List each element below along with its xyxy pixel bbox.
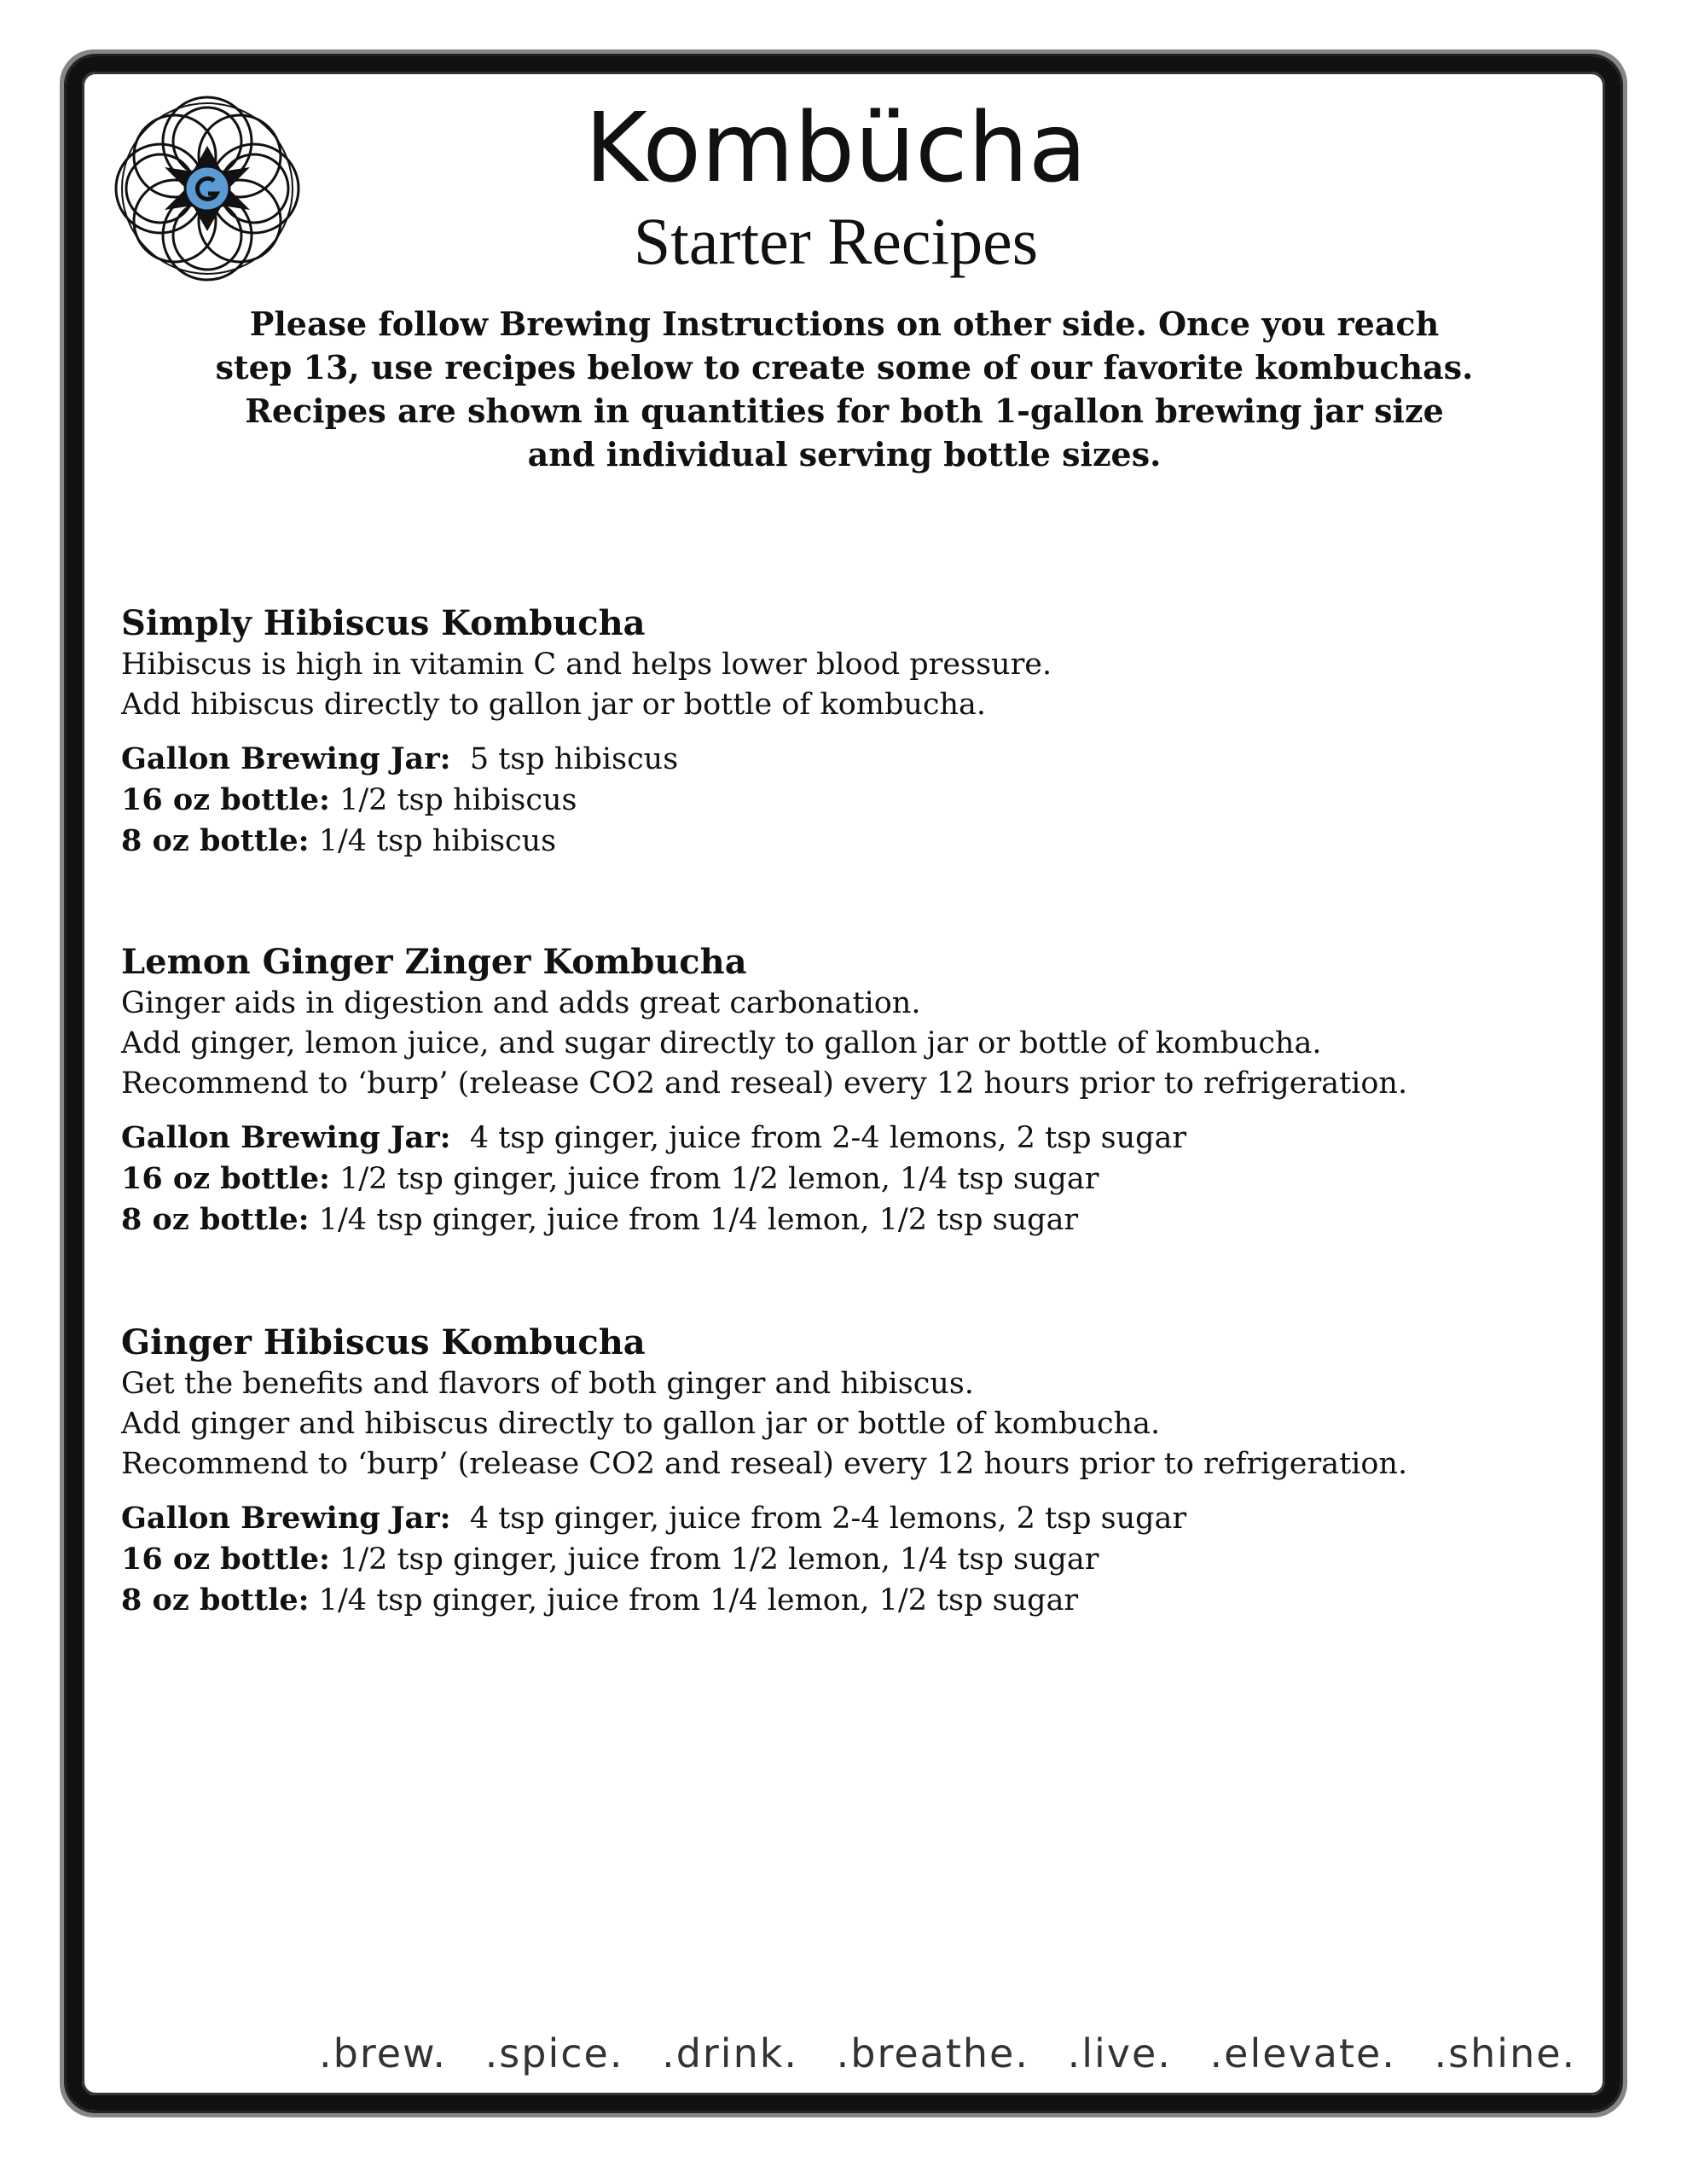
footer-word: .shine. xyxy=(1434,2030,1577,2077)
recipe-description-line: Get the benefits and flavors of both ginger and hibiscus. xyxy=(121,1367,974,1401)
recipe-title: Simply Hibiscus Kombucha xyxy=(121,603,646,643)
footer-word: .spice. xyxy=(484,2030,624,2077)
recipe-description-line: Hibiscus is high in vitamin C and helps lower blood pressure. xyxy=(121,648,1052,682)
quantity-16oz-bottle: 16 oz bottle: 1/2 tsp hibiscus xyxy=(121,782,577,817)
footer-word: .elevate. xyxy=(1209,2030,1396,2077)
recipe-lemon-ginger-zinger xyxy=(121,941,1588,1240)
intro-line: Please follow Brewing Instructions on other side. Once you reach xyxy=(249,305,1440,343)
footer-word: .drink. xyxy=(662,2030,799,2077)
quantity-16oz-bottle: 16 oz bottle: 1/2 tsp ginger, juice from 1/2 lemon, 1/4 tsp sugar xyxy=(121,1542,1099,1577)
quantity-gallon-jar: Gallon Brewing Jar: 5 tsp hibiscus xyxy=(121,741,679,776)
recipe-description-line: Recommend to ‘burp’ (release CO2 and reseal) every 12 hours prior to refrigeration. xyxy=(121,1447,1408,1481)
recipe-ginger-hibiscus xyxy=(121,1321,1588,1621)
quantity-gallon-jar: Gallon Brewing Jar: 4 tsp ginger, juice from 2-4 lemons, 2 tsp sugar xyxy=(121,1120,1187,1155)
footer-tagline xyxy=(307,2030,1577,2077)
spirograph-flower-logo-icon xyxy=(101,82,314,295)
recipe-simply-hibiscus xyxy=(121,602,1588,862)
page-subtitle: Starter Recipes xyxy=(633,204,1039,278)
intro-line: and individual serving bottle sizes. xyxy=(527,435,1162,473)
intro-line: Recipes are shown in quantities for both 1-gallon brewing jar size xyxy=(245,392,1444,430)
page-title: Kombücha xyxy=(584,93,1087,204)
intro-line: step 13, use recipes below to create some of our favorite kombuchas. xyxy=(215,348,1474,386)
footer-word: .brew. xyxy=(319,2030,448,2077)
recipe-title: Ginger Hibiscus Kombucha xyxy=(121,1322,646,1362)
recipe-description-line: Add hibiscus directly to gallon jar or bottle of kombucha. xyxy=(121,688,987,722)
quantity-8oz-bottle: 8 oz bottle: 1/4 tsp hibiscus xyxy=(121,823,557,858)
quantity-16oz-bottle: 16 oz bottle: 1/2 tsp ginger, juice from 1/2 lemon, 1/4 tsp sugar xyxy=(121,1161,1099,1196)
quantity-8oz-bottle: 8 oz bottle: 1/4 tsp ginger, juice from 1/4 lemon, 1/2 tsp sugar xyxy=(121,1583,1079,1618)
recipe-description-line: Add ginger, lemon juice, and sugar directly to gallon jar or bottle of kombucha. xyxy=(121,1026,1322,1060)
recipe-description-line: Recommend to ‘burp’ (release CO2 and reseal) every 12 hours prior to refrigeration. xyxy=(121,1066,1408,1101)
recipe-title: Lemon Ginger Zinger Kombucha xyxy=(121,942,747,982)
quantity-8oz-bottle: 8 oz bottle: 1/4 tsp ginger, juice from 1/4 lemon, 1/2 tsp sugar xyxy=(121,1202,1079,1237)
footer-word: .breathe. xyxy=(836,2030,1029,2077)
intro-paragraph xyxy=(171,302,1518,476)
recipe-description-line: Add ginger and hibiscus directly to gallon jar or bottle of kombucha. xyxy=(121,1407,1161,1441)
footer-word: .live. xyxy=(1067,2030,1172,2077)
quantity-gallon-jar: Gallon Brewing Jar: 4 tsp ginger, juice from 2-4 lemons, 2 tsp sugar xyxy=(121,1501,1187,1536)
recipe-description-line: Ginger aids in digestion and adds great carbonation. xyxy=(121,986,921,1020)
